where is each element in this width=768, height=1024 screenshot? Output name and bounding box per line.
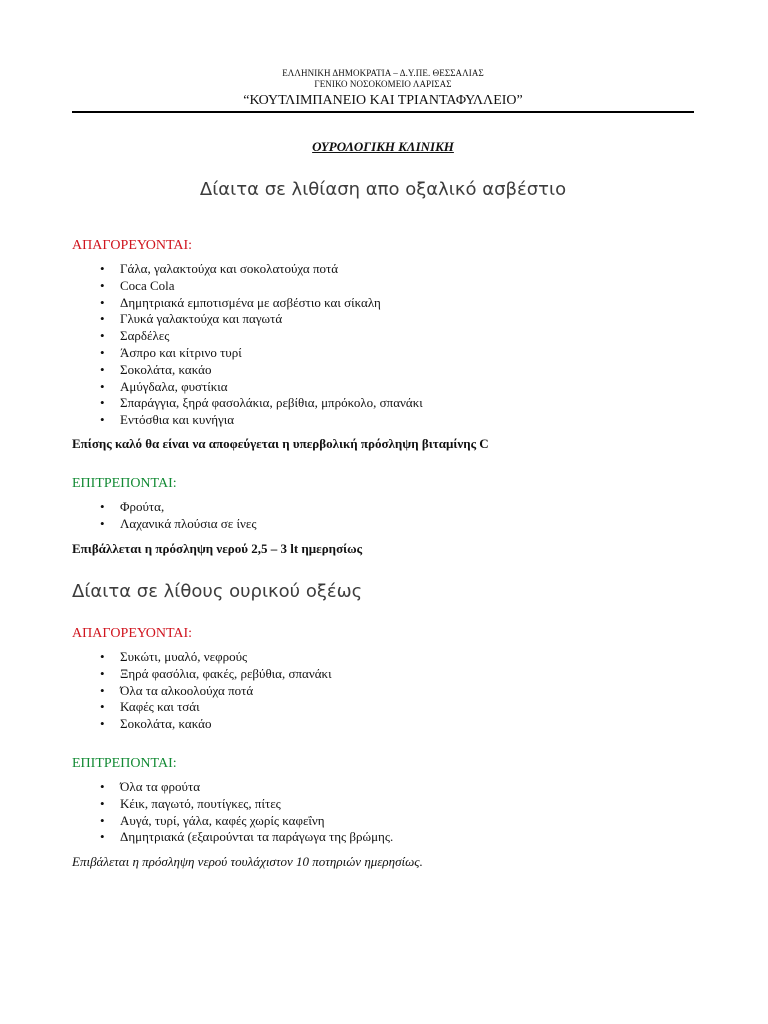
list-item: • Εντόσθια και κυνήγια [98, 412, 423, 429]
list-item: • Όλα τα φρούτα [98, 779, 393, 796]
list-item: • Άσπρο και κίτρινο τυρί [98, 345, 423, 362]
section-2-forbidden-list [98, 649, 332, 733]
list-item: • Coca Cola [98, 278, 423, 295]
section-1-allowed-label: ΕΠΙΤΡΕΠΟΝΤΑΙ: [72, 476, 177, 491]
list-item: • Δημητριακά εμποτισμένα με ασβέστιο και σίκαλη [98, 295, 423, 312]
section-1-forbidden-list [98, 261, 423, 429]
header-line-2: ΓΕΝΙΚΟ ΝΟΣΟΚΟΜΕΙΟ ΛΑΡΙΣΑΣ [314, 79, 452, 89]
list-item: • Γάλα, γαλακτούχα και σοκολατούχα ποτά [98, 261, 423, 278]
section-1-allowed-note: Επιβάλλεται η πρόσληψη νερού 2,5 – 3 lt ημερησίως [72, 541, 363, 556]
list-item: • Γλυκά γαλακτούχα και παγωτά [98, 311, 423, 328]
section-2-allowed-note: Επιβάλεται η πρόσληψη νερού τουλάχιστον 10 ποτηριών ημερησίως. [72, 854, 423, 869]
list-item: • Αυγά, τυρί, γάλα, καφές χωρίς καφεΐνη [98, 813, 393, 830]
section-2-forbidden-label: ΑΠΑΓΟΡΕΥΟΝΤΑΙ: [72, 626, 193, 641]
list-item: • Κέικ, παγωτό, πουτίγκες, πίτες [98, 796, 393, 813]
section-1-title: Δίαιτα σε λιθίαση απο οξαλικό ασβέστιο [199, 179, 567, 200]
list-item: • Σοκολάτα, κακάο [98, 716, 332, 733]
header-line-1: ΕΛΛΗΝΙΚΗ ΔΗΜΟΚΡΑΤΙΑ – Δ.Υ.ΠΕ. ΘΕΣΣΑΛΙΑΣ [282, 68, 484, 78]
list-item: • Σπαράγγια, ξηρά φασολάκια, ρεβίθια, μπρόκολο, σπανάκι [98, 395, 423, 412]
section-2-allowed-list [98, 779, 393, 846]
section-2-allowed-label: ΕΠΙΤΡΕΠΟΝΤΑΙ: [72, 756, 177, 771]
list-item: • Λαχανικά πλούσια σε ίνες [98, 516, 256, 533]
section-2-title: Δίαιτα σε λίθους ουρικού οξέως [72, 581, 363, 602]
section-1-forbidden-label: ΑΠΑΓΟΡΕΥΟΝΤΑΙ: [72, 238, 193, 253]
section-1-forbidden-note: Επίσης καλό θα είναι να αποφεύγεται η υπερβολική πρόσληψη βιταμίνης C [72, 436, 489, 451]
list-item: • Ξηρά φασόλια, φακές, ρεβύθια, σπανάκι [98, 666, 332, 683]
list-item: • Σαρδέλες [98, 328, 423, 345]
clinic-name: ΟΥΡΟΛΟΓΙΚΗ ΚΛΙΝΙΚΗ [312, 139, 454, 154]
list-item: • Όλα τα αλκοολούχα ποτά [98, 683, 332, 700]
list-item: • Συκώτι, μυαλό, νεφρούς [98, 649, 332, 666]
header-hospital-name: “ΚΟΥΤΛΙΜΠΑΝΕΙΟ ΚΑΙ ΤΡΙΑΝΤΑΦΥΛΛΕΙΟ” [243, 93, 523, 108]
header-divider [72, 111, 694, 113]
list-item: • Σοκολάτα, κακάο [98, 362, 423, 379]
section-1-allowed-list [98, 499, 256, 533]
list-item: • Αμύγδαλα, φυστίκια [98, 379, 423, 396]
list-item: • Καφές και τσάι [98, 699, 332, 716]
list-item: • Δημητριακά (εξαιρούνται τα παράγωγα της βρώμης. [98, 829, 393, 846]
list-item: • Φρούτα, [98, 499, 256, 516]
